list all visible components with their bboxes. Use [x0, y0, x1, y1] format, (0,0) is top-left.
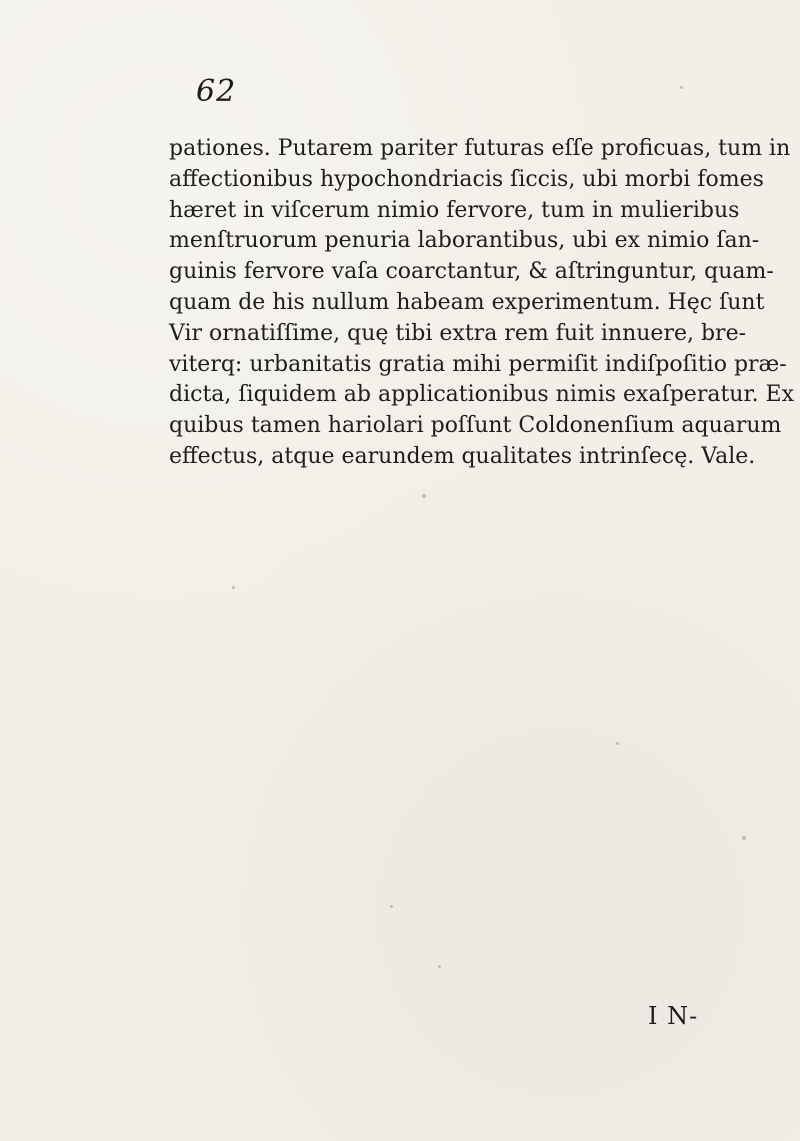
text-line: quibus tamen hariolari poſſunt Coldonenſium aquarum: [169, 413, 782, 439]
text-line: hæret in viſcerum nimio fervore, tum in mulieribus: [169, 197, 740, 223]
paper-speck: [438, 965, 441, 968]
paper-speck: [390, 905, 393, 908]
text-line: Vir ornatiſſime, quę tibi extra rem fuit innuere, bre-: [169, 320, 747, 346]
text-line: effectus, atque earundem qualitates intrinſecę. Vale.: [169, 443, 756, 469]
text-line: menſtruorum penuria laborantibus, ubi ex nimio ſan-: [169, 228, 760, 254]
paper-speck: [742, 836, 746, 840]
text-line: affectionibus hypochondriacis ſiccis, ubi morbi fomes: [169, 166, 764, 192]
catchword: I N-: [648, 1002, 699, 1030]
text-line: pationes. Putarem pariter futuras eſſe proficuas, tum in: [169, 136, 791, 161]
paper-speck: [616, 742, 619, 745]
text-line: viterq: urbanitatis gratia mihi permiſit indiſpoſitio præ-: [169, 351, 787, 377]
paper-speck: [422, 494, 426, 498]
paper-speck: [232, 586, 235, 589]
paper-speck: [680, 86, 683, 89]
page-number: 62: [196, 74, 237, 109]
body-text: [169, 134, 795, 473]
text-line: guinis fervore vaſa coarctantur, & aſtringuntur, quam-: [169, 259, 774, 285]
text-line: dicta, ſiquidem ab applicationibus nimis exaſperatur. Ex: [169, 382, 795, 408]
text-line: quam de his nullum habeam experimentum. Hęc ſunt: [169, 289, 765, 315]
